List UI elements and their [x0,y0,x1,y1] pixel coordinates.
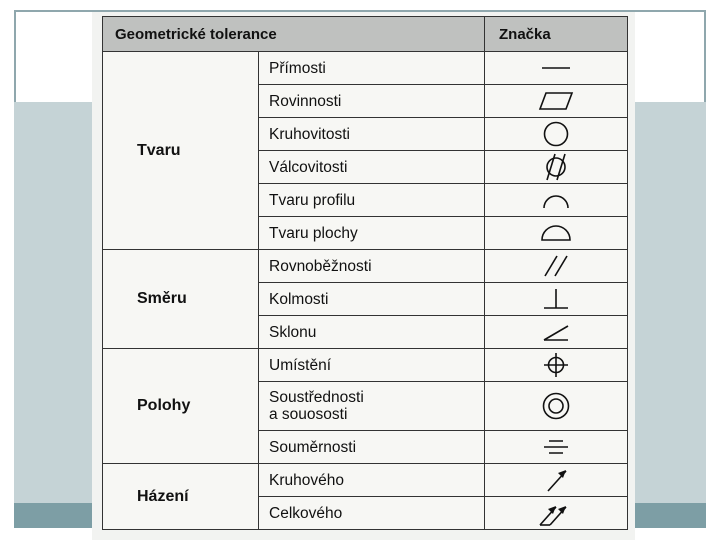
symbol-cell [485,283,628,316]
symbol-cell [485,118,628,151]
symbol-cell [485,349,628,382]
circularity-icon [541,120,571,148]
tolerance-name [259,382,485,431]
scanned-table-image [92,12,635,540]
tolerance-column-header: Geometrické tolerance [103,17,485,52]
symbol-cell [485,250,628,283]
symbol-column-header: Značka [485,17,628,52]
concentricity-icon [540,390,572,422]
symbol-cell [485,464,628,497]
straightness-icon [536,58,576,78]
tolerance-name: Rovinnosti [259,85,485,118]
symbol-cell [485,85,628,118]
table-header-row [103,17,628,52]
symbol-cell [485,184,628,217]
tolerance-name: Přímosti [259,52,485,85]
angularity-icon [540,320,572,344]
tolerance-name: Umístění [259,349,485,382]
tolerance-name-line: Soustřednosti [269,389,364,406]
table-row [103,250,628,283]
tolerance-name: Kruhovitosti [259,118,485,151]
symbol-cell [485,52,628,85]
category-smeru: Směru [103,250,259,349]
category-hazeni: Házení [103,464,259,530]
tolerance-name: Tvaru plochy [259,217,485,250]
category-tvaru: Tvaru [103,52,259,250]
total-runout-icon [536,499,576,527]
slide-frame-right [704,10,706,102]
tolerance-name: Celkového [259,497,485,530]
table-row [103,349,628,382]
symbol-cell [485,431,628,464]
symbol-cell [485,217,628,250]
flatness-icon [536,90,576,112]
parallelism-icon [539,254,573,278]
table-row [103,464,628,497]
category-polohy: Polohy [103,349,259,464]
tolerance-name: Souměrnosti [259,431,485,464]
symbol-cell [485,151,628,184]
cylindricity-icon [538,153,574,181]
symbol-cell [485,382,628,431]
perpendicularity-icon [540,286,572,312]
symbol-cell [485,316,628,349]
tolerance-name: Kruhového [259,464,485,497]
tolerance-name: Válcovitosti [259,151,485,184]
tolerance-name: Rovnoběžnosti [259,250,485,283]
position-icon [541,351,571,379]
tolerance-name: Sklonu [259,316,485,349]
slide-top-band [0,0,720,8]
table-row [103,52,628,85]
tolerance-name: Kolmosti [259,283,485,316]
symmetry-icon [540,436,572,458]
slide-frame-left [14,10,16,102]
tolerance-name-line: a souososti [269,406,348,423]
profile-line-icon [540,189,572,211]
geometric-tolerance-table [102,16,628,530]
tolerance-name: Tvaru profilu [259,184,485,217]
symbol-cell [485,497,628,530]
profile-surface-icon [538,222,574,244]
circular-runout-icon [540,466,572,494]
